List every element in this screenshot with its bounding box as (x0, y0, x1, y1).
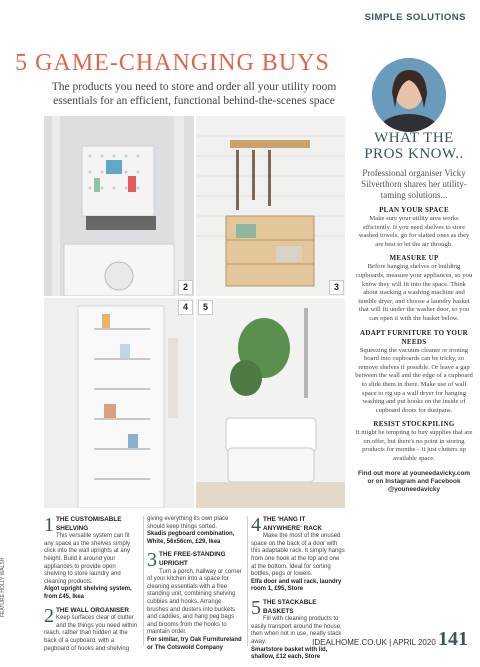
caption-body: Make the most of the unused space on the back of a door with this adaptable rack. It simply hangs from one hook at the top and one at the bottom. Ideal for sorting bottles, pegs or towels. (251, 533, 345, 578)
caption-heading: THE CUSTOMISABLE SHELVING (56, 516, 122, 532)
expert-sidebar (355, 130, 473, 494)
caption-heading: THE FREE-STANDING UPRIGHT (159, 551, 226, 567)
caption-2 (44, 604, 139, 654)
pegboard-illustration (44, 116, 194, 296)
caption-number: 5 (251, 596, 261, 619)
sidebar-find-out-more: Find out more at youneedavicky.com or on Instagram and Facebook @youneedavicky (357, 469, 471, 494)
caption-source: Smartstore basket with lid, shallow, £12 each, Store (251, 646, 328, 661)
sidebar-section-body: Make sure your utility area works efficiently. If you need shelves to store washed towels, go for slatted ones as they are best to let the air through. (358, 215, 470, 248)
photo-freestanding-unit (196, 116, 345, 296)
caption-4 (251, 516, 345, 594)
caption-heading: THE STACKABLE BASKETS (263, 598, 317, 615)
caption-1 (44, 516, 139, 602)
caption-number: 4 (251, 514, 261, 536)
freestanding-unit-illustration (196, 116, 345, 296)
sidebar-section-heading: RESIST STOCKPILING (373, 420, 455, 429)
sidebar-heading: WHAT THE PROS KNOW.. (364, 130, 464, 162)
sidebar-section-body: Before hanging shelves or building cupboards, measure your appliances, so you know they will fit into the space. Think about stacking a washing machine and tumble dryer, and choose a laundry basket that will fit under the washer door, so you can open it with the basket below. (355, 263, 473, 322)
footer-separator: | (389, 638, 393, 647)
photo-stackable-baskets (196, 298, 345, 508)
caption-body: giving everything its own place should keep things sorted. (147, 516, 229, 530)
section-tag: SIMPLE SOLUTIONS (364, 12, 466, 23)
page-subtitle: The products you need to store and order all your utility room essentials for an efficient, functional behind-the-scenes space (51, 81, 337, 107)
caption-source: Skadis pegboard combination, White, 56x56cm, £29, Ikea (147, 531, 235, 545)
sidebar-section-heading: PLAN YOUR SPACE (379, 206, 449, 214)
caption-body: This versatile system can fit any space as the shelves simply click into the wall uprights at any height. Build it around your appliances to provide open shelving to store laundry and cleaning products. (44, 533, 131, 585)
stackable-baskets-illustration (196, 298, 345, 508)
page-footer (312, 628, 468, 651)
caption-heading: THE WALL ORGANISER (56, 606, 130, 614)
sidebar-section-body: Squeezing the vacuum cleaner or ironing board into cupboards can be tricky, so remove shelves if possible. Or leave a gap between the wall and the edge of a cupboard to slide them in there. Make use of wall space to rig up a wall dryer for hanging washing and put hooks on the inside of cupboard doors for dustpans. (355, 346, 473, 414)
caption-number: 2 (44, 604, 54, 627)
footer-site: IDEALHOME.CO.UK (312, 638, 387, 647)
caption-body: Keep surfaces clear of clutter and the things you need within reach, rather than hidden at the back of a cupboard, with a pegboard of hooks and shelving (44, 615, 138, 652)
photo-badge: 3 (329, 280, 344, 295)
column-divider (247, 516, 248, 646)
page-number: 141 (438, 628, 468, 650)
sidebar-section-body: It might be tempting to buy supplies that are on offer, but there's no point in storing products for months – it just clutters up available space. (355, 429, 473, 463)
expert-portrait (372, 58, 446, 132)
feature-credit: FEATURE HOLLY WALSH (0, 557, 6, 617)
photo-door-rack (44, 298, 194, 508)
caption-number: 3 (147, 549, 157, 572)
caption-source: Elfa door and wall rack, laundry room 1, £95, Store (251, 578, 342, 593)
caption-2-continued (147, 516, 243, 546)
photo-badge: 5 (198, 300, 213, 315)
caption-column-2 (147, 516, 243, 657)
caption-column-1 (44, 516, 139, 658)
sidebar-section-heading: ADAPT FURNITURE TO YOUR NEEDS (360, 328, 468, 346)
page-title: 5 GAME-CHANGING BUYS (15, 50, 330, 76)
sidebar-section-heading: MEASURE UP (389, 254, 439, 263)
caption-body: Turn a porch, hallway or corner of your kitchen into a space for cleaning essentials with a free standing unit, combining shelving cubbies and hooks. Arrange brushes and dusters into buckets and caddies, and hang peg bags and brooms from the hooks to maintain order. (147, 568, 242, 636)
photo-badge: 2 (178, 280, 193, 295)
sidebar-intro: Professional organiser Vicky Silverthorn shares her utility-taming solutions... (361, 168, 467, 200)
portrait-illustration (372, 58, 446, 132)
caption-source: For similar, try Oak Furnitureland or The Cotswold Company (147, 636, 242, 651)
column-divider (143, 516, 144, 646)
caption-source: Algot upright shelving system, from £45, Ikea (44, 586, 132, 600)
caption-number: 1 (44, 514, 54, 536)
caption-heading: THE 'HANG IT ANYWHERE' RACK (263, 516, 323, 532)
caption-body: Fill with cleaning products to easily transport around the house, then when not in use, neatly stack away. (251, 616, 342, 645)
photo-pegboard (44, 116, 194, 296)
caption-3 (147, 551, 243, 652)
door-rack-illustration (44, 298, 194, 508)
footer-issue: APRIL 2020 (392, 638, 436, 647)
photo-badge: 4 (178, 300, 193, 315)
